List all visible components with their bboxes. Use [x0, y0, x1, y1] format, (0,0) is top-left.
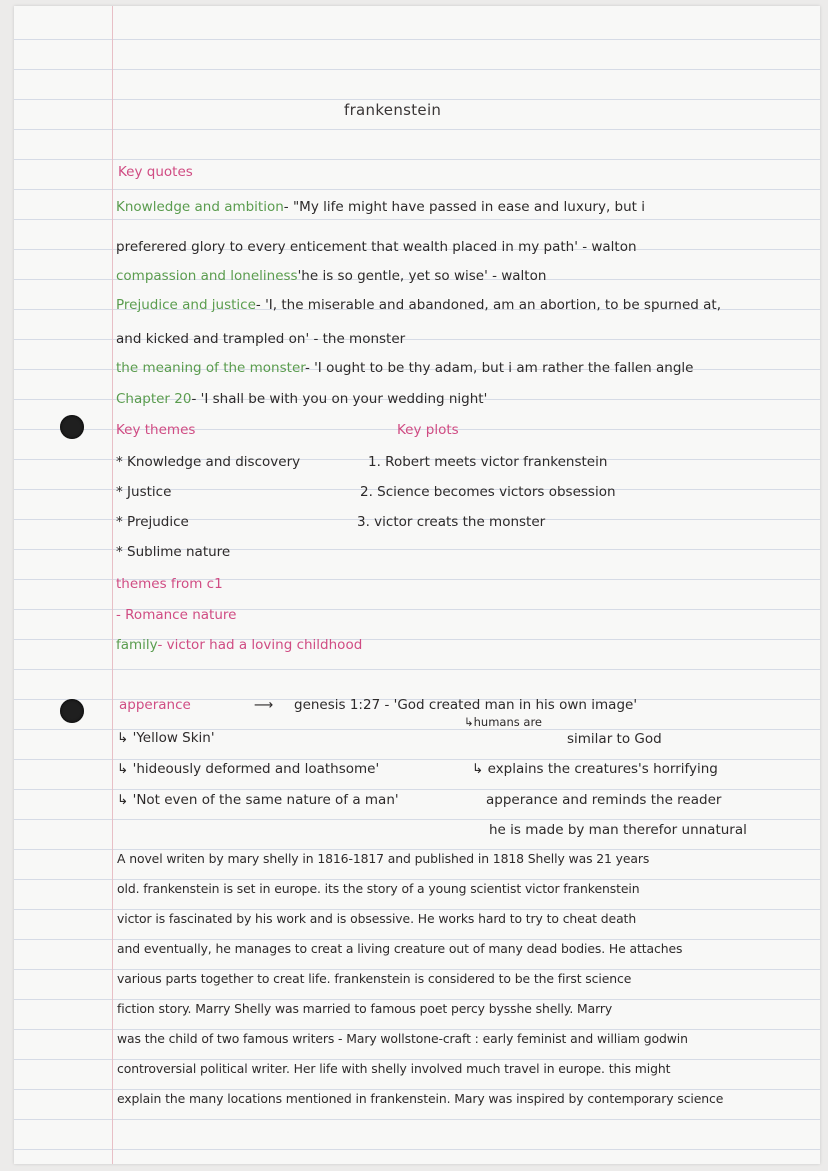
key-themes-heading: Key themes: [116, 422, 196, 438]
appearance-quote: ↳ 'hideously deformed and loathsome': [117, 761, 380, 777]
quote-4-text: - 'I ought to be thy adam, but i am rather the fallen angle: [304, 360, 694, 376]
paragraph-line: controversial political writer. Her life with shelly involved much travel in europe. this might: [117, 1061, 671, 1076]
family-text: - victor had a loving childhood: [157, 637, 363, 653]
quote-4: [116, 362, 693, 376]
quote-3-label: Prejudice and justice: [116, 297, 256, 313]
quote-5-text: - 'I shall be with you on your wedding night': [191, 391, 488, 407]
appearance-heading: apperance: [119, 697, 191, 713]
quote-1-label: Knowledge and ambition: [116, 199, 284, 215]
plot-item: 2. Science becomes victors obsession: [360, 484, 616, 500]
paragraph-line: A novel writen by mary shelly in 1816-1817 and published in 1818 Shelly was 21 years: [117, 851, 650, 866]
key-quotes-heading: Key quotes: [118, 164, 193, 180]
paragraph-line: fiction story. Marry Shelly was married to famous poet percy bysshe shelly. Marry: [117, 1001, 613, 1016]
quote-5: [116, 393, 487, 407]
theme-item: * Knowledge and discovery: [116, 454, 301, 470]
quote-3: [116, 299, 721, 313]
paragraph-line: explain the many locations mentioned in frankenstein. Mary was inspired by contemporary science: [117, 1091, 724, 1106]
plot-item: 1. Robert meets victor frankenstein: [368, 454, 608, 470]
plot-item: 3. victor creats the monster: [357, 514, 546, 530]
margin-line: [112, 6, 113, 1164]
punch-hole-top: [60, 415, 84, 439]
themes-c1-heading: themes from c1: [116, 576, 223, 592]
page-title: frankenstein: [344, 101, 442, 119]
theme-item: * Justice: [116, 484, 172, 500]
paragraph-line: victor is fascinated by his work and is obsessive. He works hard to try to cheat death: [117, 911, 637, 926]
family-label: family: [116, 637, 158, 653]
paragraph-line: various parts together to creat life. frankenstein is considered to be the first science: [117, 971, 632, 986]
appearance-quote: ↳ 'Yellow Skin': [117, 730, 215, 746]
quote-1-text: - "My life might have passed in ease and luxury, but i: [283, 199, 645, 215]
humans-are-note: ↳humans are: [464, 715, 542, 729]
themes-c1-item: [116, 639, 362, 653]
themes-c1-item: - Romance nature: [116, 607, 237, 623]
explains-note: ↳ explains the creatures's horrifying: [472, 761, 718, 777]
quote-4-label: the meaning of the monster: [116, 360, 305, 376]
explains-note: he is made by man therefor unnatural: [489, 822, 747, 838]
quote-5-label: Chapter 20: [116, 391, 192, 407]
punch-hole-bottom: [60, 699, 84, 723]
theme-item: * Prejudice: [116, 514, 189, 530]
appearance-arrow: ⟶: [254, 697, 274, 713]
notebook-page: [14, 6, 820, 1164]
quote-3-text: - 'I, the miserable and abandoned, am an abortion, to be spurned at,: [255, 297, 721, 313]
quote-2-label: compassion and loneliness: [116, 268, 298, 284]
quote-2: [116, 270, 546, 284]
quote-2-text: 'he is so gentle, yet so wise' - walton: [297, 268, 547, 284]
paragraph-line: and eventually, he manages to creat a living creature out of many dead bodies. He attaches: [117, 941, 683, 956]
quote-1: [116, 201, 645, 215]
paragraph-line: was the child of two famous writers - Mary wollstone-craft : early feminist and william godwin: [117, 1031, 688, 1046]
key-plots-heading: Key plots: [397, 422, 459, 438]
genesis-quote: genesis 1:27 - 'God created man in his own image': [294, 697, 638, 713]
similar-note: similar to God: [567, 731, 662, 747]
theme-item: * Sublime nature: [116, 544, 231, 560]
appearance-quote: ↳ 'Not even of the same nature of a man': [117, 792, 399, 808]
paragraph-line: old. frankenstein is set in europe. its the story of a young scientist victor frankenstein: [117, 881, 640, 896]
explains-note: apperance and reminds the reader: [486, 792, 722, 808]
quote-1-cont: preferered glory to every enticement that wealth placed in my path' - walton: [116, 239, 637, 255]
quote-3-cont: and kicked and trampled on' - the monster: [116, 331, 406, 347]
